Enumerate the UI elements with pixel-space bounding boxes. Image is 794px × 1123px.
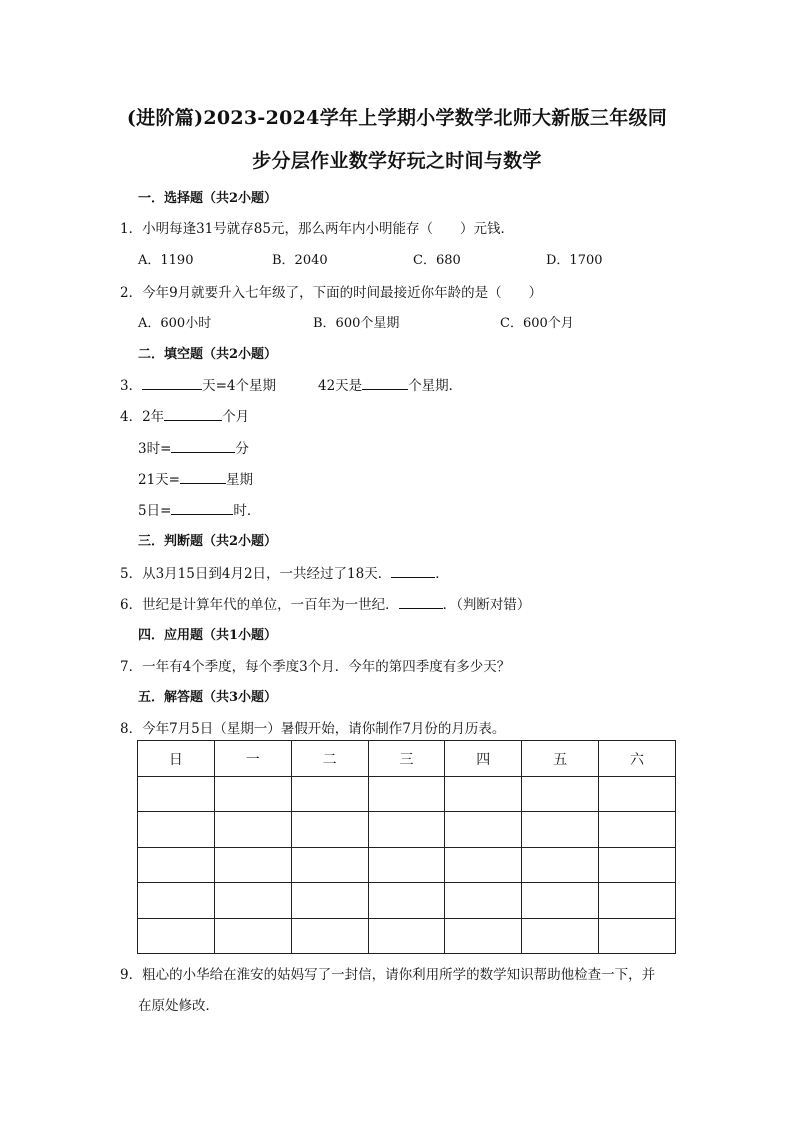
question-4-line-2-suffix: 分 [235,441,249,457]
calendar-week-row [138,812,676,847]
question-5-text: 5．从3月15日到4月2日，一共经过了18天． [120,566,392,582]
calendar-cell[interactable] [214,883,291,918]
question-4-line-4-prefix: 5日= [138,503,172,519]
question-3-blank-1[interactable] [142,375,202,390]
calendar-cell[interactable] [291,812,368,847]
question-6-blank[interactable] [399,594,443,609]
calendar-cell[interactable] [599,883,676,918]
question-2-option-a: A．600小时 [138,316,212,331]
calendar-cell[interactable] [599,812,676,847]
question-4-line-2 [138,437,249,457]
section-heading-choice: 一．选择题（共2小题） [138,191,278,206]
section-heading-answer: 五．解答题（共3小题） [138,690,278,705]
calendar-cell[interactable] [214,847,291,882]
calendar-cell[interactable] [291,883,368,918]
calendar-week-row [138,883,676,918]
question-5-blank[interactable] [391,563,435,578]
section-heading-true-false: 三．判断题（共2小题） [138,534,278,549]
question-6-end: ．（判断对错） [442,597,531,613]
calendar-header-tue: 二 [291,741,368,777]
calendar-cell[interactable] [214,812,291,847]
question-3-number: 3． [120,378,143,394]
calendar-header-row [138,741,676,777]
calendar-cell[interactable] [368,847,445,882]
question-4-line-3-suffix: 星期 [226,472,253,488]
question-1-option-a: A．1190 [138,253,194,268]
calendar-cell[interactable] [522,777,599,812]
question-2-option-b: B．600个星期 [313,316,400,331]
calendar-cell[interactable] [445,883,522,918]
calendar-week-row [138,777,676,812]
question-8-text: 8．今年7月5日（星期一）暑假开始，请你制作7月份的月历表。 [120,721,506,737]
calendar-cell[interactable] [445,847,522,882]
question-4-line-1-prefix: 2年 [142,409,165,425]
question-3-part-2: 42天是 [318,378,363,394]
question-9-line-1: 9．粗心的小华给在淮安的姑妈写了一封信，请你利用所学的数学知识帮助他检查一下，并 [120,967,656,983]
calendar-cell[interactable] [368,777,445,812]
question-4-line-1 [120,405,249,425]
calendar-cell[interactable] [138,777,215,812]
calendar-cell[interactable] [138,847,215,882]
calendar-header-fri: 五 [522,741,599,777]
question-3 [120,374,462,394]
calendar-cell[interactable] [522,812,599,847]
calendar-header-wed: 三 [368,741,445,777]
calendar-cell[interactable] [445,777,522,812]
question-7-text: 7．一年有4个季度，每个季度3个月．今年的第四季度有多少天？ [120,659,511,675]
question-4-line-4-suffix: 时． [233,503,261,519]
calendar-cell[interactable] [599,918,676,953]
section-heading-application: 四．应用题（共1小题） [138,628,278,643]
question-3-blank-2[interactable] [362,375,408,390]
worksheet-title-line2: 步分层作业数学好玩之时间与数学 [252,150,542,172]
question-4-blank-3[interactable] [180,469,226,484]
question-4-blank-4[interactable] [171,500,233,515]
question-4-blank-2[interactable] [171,438,235,453]
calendar-cell[interactable] [368,918,445,953]
calendar-week-row [138,847,676,882]
calendar-cell[interactable] [522,883,599,918]
calendar-week-row [138,918,676,953]
calendar-header-thu: 四 [445,741,522,777]
question-6-text: 6．世纪是计算年代的单位，一百年为一世纪． [120,597,399,613]
calendar-cell[interactable] [291,847,368,882]
question-5 [120,562,449,582]
calendar-header-sat: 六 [599,741,676,777]
calendar-cell[interactable] [368,883,445,918]
section-heading-fill-blank: 二．填空题（共2小题） [138,347,278,362]
calendar-cell[interactable] [138,918,215,953]
question-6 [120,593,530,613]
calendar-cell[interactable] [291,777,368,812]
question-3-part-1: 天=4个星期 [202,378,276,394]
question-1-option-d: D．1700 [546,253,603,268]
calendar-cell[interactable] [138,883,215,918]
calendar-header-sun: 日 [138,741,215,777]
question-4-line-1-suffix: 个月 [222,409,250,425]
question-2-text: 2．今年9月就要升入七年级了，下面的时间最接近你年龄的是（ ） [120,285,543,301]
question-4-line-3 [138,468,253,488]
calendar-cell[interactable] [522,918,599,953]
question-4-number: 4． [120,409,143,425]
question-5-end: ． [435,566,449,582]
calendar-cell[interactable] [368,812,445,847]
worksheet-title-line1: (进阶篇)2023-2024学年上学期小学数学北师大新版三年级同 [126,107,668,129]
question-4-line-2-prefix: 3时= [138,441,172,457]
calendar-cell[interactable] [445,918,522,953]
question-4-blank-1[interactable] [164,406,222,421]
question-1-option-c: C．680 [413,253,461,268]
question-4-line-3-prefix: 21天= [138,472,180,488]
question-4-line-4 [138,499,260,519]
calendar-cell[interactable] [291,918,368,953]
calendar-cell[interactable] [138,812,215,847]
july-calendar-table [137,740,676,954]
question-1-text: 1．小明每逢31号就存85元，那么两年内小明能存（ ）元钱． [120,221,514,237]
calendar-cell[interactable] [214,918,291,953]
calendar-cell[interactable] [445,812,522,847]
question-3-part-3: 个星期． [408,378,463,394]
question-2-option-c: C．600个月 [500,316,574,331]
calendar-header-mon: 一 [214,741,291,777]
question-9-line-2: 在原处修改． [138,998,219,1014]
calendar-cell[interactable] [522,847,599,882]
question-1-option-b: B．2040 [272,253,328,268]
calendar-cell[interactable] [214,777,291,812]
calendar-cell[interactable] [599,777,676,812]
calendar-cell[interactable] [599,847,676,882]
